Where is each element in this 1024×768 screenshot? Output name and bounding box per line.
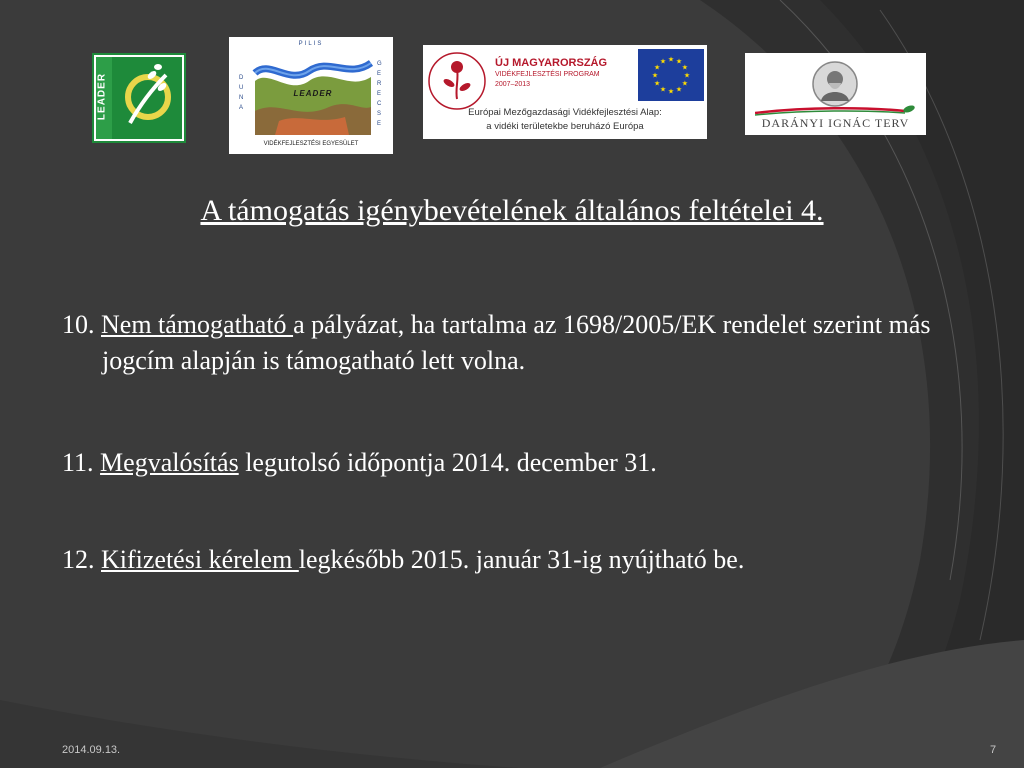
portrait-medallion-icon [809, 59, 861, 109]
item-underlined-term: Kifizetési kérelem [101, 545, 299, 574]
duna-logo-top-text: PILIS [298, 41, 324, 47]
eu-flag-icon [638, 49, 704, 101]
leader-logo-text: LEADER [96, 72, 108, 121]
eu-star-icon: ★ [681, 79, 688, 88]
condition-item-12 [62, 542, 1002, 578]
footer-page-number: 7 [990, 744, 997, 756]
item-text: a pályázat, ha tartalma az 1698/2005/EK rendelet szerint más jogcím alapján is támogatható lett volna. [102, 310, 931, 375]
eu-star-icon: ★ [667, 87, 675, 96]
ujmo-title: ÚJ MAGYARORSZÁG [495, 57, 608, 69]
item-number: 11. [62, 448, 101, 477]
eu-star-icon: ★ [675, 57, 683, 66]
condition-item-11 [62, 445, 1002, 481]
item-text: legkésőbb 2015. január 31-ig nyújtható be. [298, 545, 745, 574]
item-number: 12. [62, 545, 101, 574]
eu-star-icon: ★ [654, 79, 661, 88]
slide-title [0, 193, 1024, 229]
ujmo-caption-line-1: Európai Mezőgazdasági Vidékfejlesztési Alap: [468, 107, 662, 118]
item-number: 10. [62, 310, 101, 339]
eu-star-icon: ★ [654, 63, 661, 72]
eu-star-icon: ★ [667, 55, 675, 64]
item-text: legutolsó időpontja 2014. december 31. [238, 448, 657, 477]
duna-logo-left-text: DUNA [239, 75, 244, 111]
slide-title-text: A támogatás igénybevételének általános feltételei 4. [200, 194, 824, 227]
condition-item-10 [62, 307, 1002, 379]
daranyi-logo-text: DARÁNYI IGNÁC TERV [761, 116, 910, 130]
footer-date: 2014.09.13. [62, 744, 121, 756]
duna-leader-logo [229, 37, 393, 154]
eu-star-icon: ★ [659, 57, 667, 66]
eu-star-icon: ★ [659, 85, 667, 94]
ujmo-subtitle-1: VIDÉKFEJLESZTÉSI PROGRAM [495, 71, 600, 78]
eu-star-icon: ★ [675, 85, 683, 94]
eu-star-icon: ★ [651, 71, 659, 80]
daranyi-ignac-terv-logo [745, 53, 926, 135]
ujmo-subtitle-2: 2007–2013 [495, 81, 531, 88]
duna-logo-bottom-text: VIDÉKFEJLESZTÉSI EGYESÜLET [263, 141, 359, 147]
eu-star-icon: ★ [681, 63, 688, 72]
duna-logo-right-text: GERECSE [377, 61, 382, 127]
ujmo-caption-line-2: a vidéki területekbe beruházó Európa [486, 121, 644, 132]
leader-logo [92, 53, 186, 143]
eu-star-icon: ★ [683, 71, 691, 80]
item-underlined-term: Nem támogatható [101, 310, 294, 339]
flower-emblem-icon [425, 49, 489, 113]
duna-logo-center-text: LEADER [293, 89, 333, 98]
uj-magyarorszag-eu-logo [423, 45, 707, 139]
item-underlined-term: Megvalósítás [100, 448, 239, 477]
